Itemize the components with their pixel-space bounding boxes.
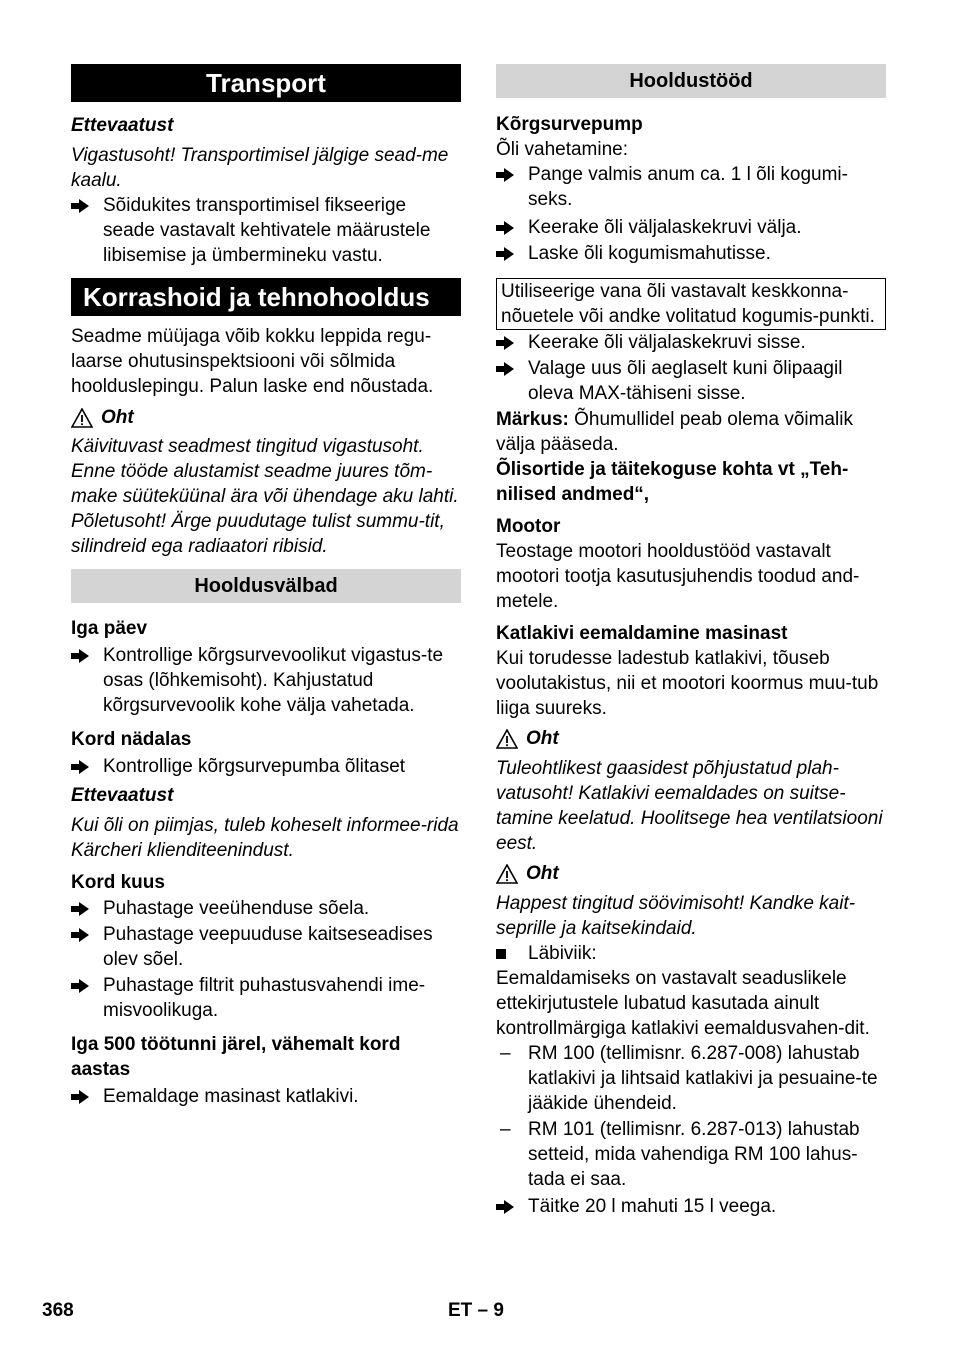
arrow-icon xyxy=(71,1084,95,1104)
list-item: Eemaldage masinast katlakivi. xyxy=(71,1084,461,1109)
transport-heading: Transport xyxy=(71,64,461,102)
maintenance-heading: Hooldustööd xyxy=(496,64,886,98)
caution-label: Ettevaatust xyxy=(71,115,174,136)
hours500-label: Iga 500 töötunni järel, vähemalt kord aastas xyxy=(71,1034,401,1080)
note: Märkus: Õhumullidel peab olema võimalik välja pääseda. xyxy=(496,409,853,455)
danger-text: Happest tingitud söövimisoht! Kandke kait-seprille ja kaitsekindaid. xyxy=(496,893,856,939)
danger-text: Käivituvast seadmest tingitud vigastusoht. Enne tööde alustamist seadme juures tõm-make süüteküünal ära või ühendage aku lahti. xyxy=(71,436,459,507)
caution-text: Kui õli on piimjas, tuleb koheselt informee-rida Kärcheri klienditeenindust. xyxy=(71,815,459,861)
list-item: Puhastage veepuuduse kaitseseadises olev sõel. xyxy=(71,922,461,972)
descale-label: Katlakivi eemaldamine masinast xyxy=(496,623,788,644)
arrow-icon xyxy=(496,241,520,261)
dash-icon: – xyxy=(500,1119,511,1140)
language-page-label: ET – 9 xyxy=(448,1300,504,1321)
arrow-icon xyxy=(496,356,520,376)
list-item: Kontrollige kõrgsurvevoolikut vigastus-te osas (lõhkemisoht). Kahjustatud kõrgsurvevoolik kohe välja vahetada. xyxy=(71,643,461,718)
danger-text: Põletusoht! Ärge puudutage tulist summu-tit, silindreid ega radiaatori ribisid. xyxy=(71,511,445,557)
right-column xyxy=(496,64,886,1219)
warning-icon xyxy=(71,408,93,428)
care-intro: Seadme müüjaga võib kokku leppida regu-laarse ohutusinspektsiooni või sõlmida hoolduslepingu. Palun laske end nõustada. xyxy=(71,326,434,397)
procedure-text: Eemaldamiseks on vastavalt seaduslikele ettekirjutustele lubatud kasutada ainult kontrollmärgiga katlakivi eemaldusvahen-dit. xyxy=(496,968,870,1039)
warning-icon xyxy=(496,729,518,749)
procedure-item: Läbiviik: xyxy=(496,941,886,966)
list-item: Puhastage veeühenduse sõela. xyxy=(71,896,461,921)
arrow-icon xyxy=(71,896,95,916)
daily-label: Iga päev xyxy=(71,618,148,639)
engine-text: Teostage mootori hooldustööd vastavalt mootori tootja kasutusjuhendis toodud and-metele. xyxy=(496,541,860,612)
square-bullet-icon xyxy=(496,941,520,966)
danger-heading: Oht xyxy=(71,405,461,430)
arrow-icon xyxy=(71,754,95,774)
oil-reference: Õlisortide ja täitekoguse kohta vt „Teh-nilised andmed“, xyxy=(496,459,849,505)
weekly-label: Kord nädalas xyxy=(71,729,192,750)
pump-label: Kõrgsurvepump xyxy=(496,114,643,135)
descale-text: Kui torudesse ladestub katlakivi, tõuseb voolutakistus, nii et mootori koormus muu-tub liiga suureks. xyxy=(496,648,879,719)
list-item: Pange valmis anum ca. 1 l õli kogumi-seks. xyxy=(496,162,886,212)
care-heading: Korrashoid ja tehnohooldus xyxy=(71,278,461,316)
warning-icon xyxy=(496,864,518,884)
list-item: Keerake õli väljalaskekruvi sisse. xyxy=(496,330,886,355)
caution-label: Ettevaatust xyxy=(71,785,174,806)
arrow-icon xyxy=(496,1194,520,1214)
list-item: Sõidukites transportimisel fikseerige seade vastavalt kehtivatele määrustele libisemise ja ümbermineku vastu. xyxy=(71,193,461,268)
list-item: Täitke 20 l mahuti 15 l veega. xyxy=(496,1194,886,1219)
list-item: Puhastage filtrit puhastusvahendi ime-misvoolikuga. xyxy=(71,973,461,1023)
arrow-icon xyxy=(496,330,520,350)
arrow-icon xyxy=(496,162,520,182)
page-number: 368 xyxy=(42,1300,74,1321)
arrow-icon xyxy=(71,973,95,993)
dash-item: – RM 101 (tellimisnr. 6.287-013) lahustab setteid, mida vahendiga RM 100 lahus-tada ei saa. xyxy=(496,1117,886,1192)
danger-text: Tuleohtlikest gaasidest põhjustatud plah-vatusoht! Katlakivi eemaldades on suitse-tamine keelatud. Hoolitsege hea ventilatsiooni eest. xyxy=(496,758,883,854)
list-item: Kontrollige kõrgsurvepumba õlitaset xyxy=(71,754,461,779)
arrow-icon xyxy=(71,193,95,213)
danger-heading: Oht xyxy=(496,726,886,751)
disposal-note-box: Utiliseerige vana õli vastavalt keskkonna-nõuetele või andke volitatud kogumis-punkti. xyxy=(496,278,886,330)
list-item: Laske õli kogumismahutisse. xyxy=(496,241,886,266)
left-column xyxy=(71,64,461,1109)
arrow-icon xyxy=(496,215,520,235)
arrow-icon xyxy=(71,643,95,663)
danger-heading: Oht xyxy=(496,861,886,886)
list-item: Valage uus õli aeglaselt kuni õlipaagil oleva MAX-tähiseni sisse. xyxy=(496,356,886,406)
engine-label: Mootor xyxy=(496,516,561,537)
caution-text: Vigastusoht! Transportimisel jälgige sead-me kaalu. xyxy=(71,145,449,191)
dash-item: – RM 100 (tellimisnr. 6.287-008) lahustab katlakivi ja lihtsaid katlakivi ja pesuaine-te jääkide ühendeid. xyxy=(496,1041,886,1116)
monthly-label: Kord kuus xyxy=(71,872,165,893)
intervals-heading: Hooldusvälbad xyxy=(71,569,461,603)
dash-icon: – xyxy=(500,1043,511,1064)
list-item: Keerake õli väljalaskekruvi välja. xyxy=(496,215,886,240)
arrow-icon xyxy=(71,922,95,942)
oil-change-label: Õli vahetamine: xyxy=(496,139,629,160)
